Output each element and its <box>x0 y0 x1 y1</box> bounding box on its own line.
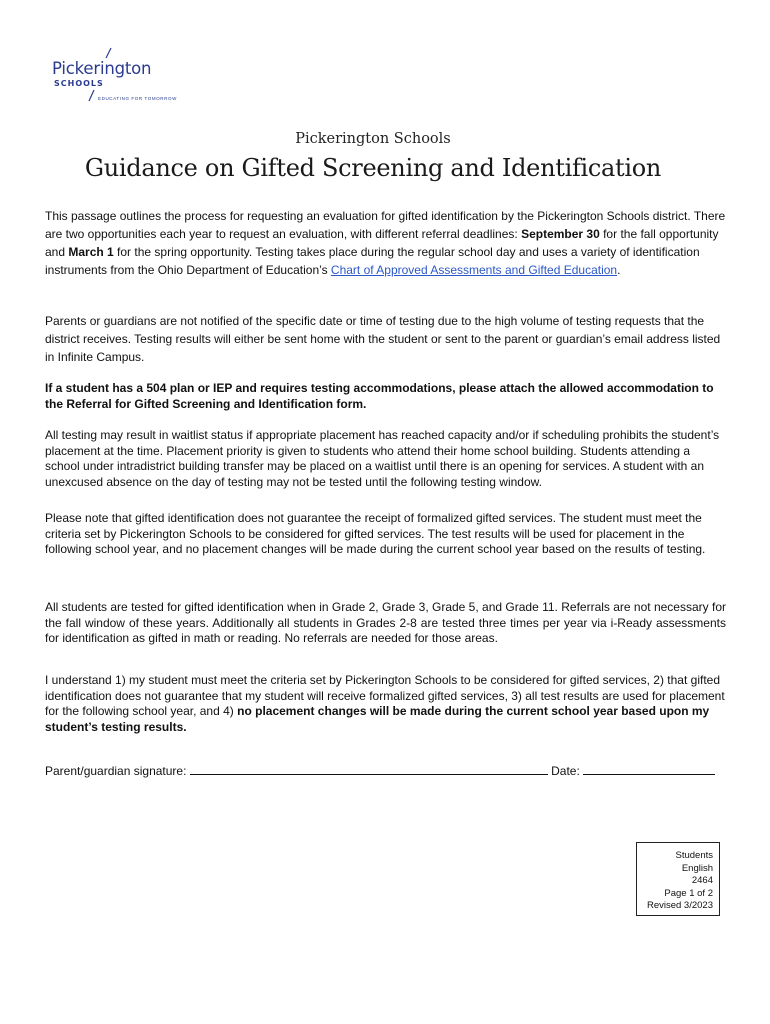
spring-deadline: March 1 <box>68 245 114 259</box>
assessments-chart-link[interactable]: Chart of Approved Assessments and Gifted Education <box>330 263 618 277</box>
signature-label: Parent/guardian signature: <box>45 764 187 778</box>
paragraph-notification: Parents or guardians are not notified of the specific date or time of testing due to the high volume of testing requests that the district receives. Testing results will either be sent home with the student or sent to the parent or guardian’s email address listed in Infinite Campus. <box>45 314 721 364</box>
date-label: Date: <box>551 764 580 778</box>
paragraph-accommodations <box>45 381 726 412</box>
school-logo <box>50 44 190 106</box>
paragraph-intro <box>45 207 726 279</box>
paragraph-acknowledgement <box>45 673 726 735</box>
paragraph-waitlist: All testing may result in waitlist status if appropriate placement has reached capacity and/or if scheduling prohibits the student’s placement at the time. Placement priority is given to students who attend their home school building. Students attending a school under intradistrict building transfer may be placed on a waitlist until there is an opening for services. A student with an unexcused absence on the day of testing may not be tested until the following testing window. <box>45 428 720 489</box>
intro-text: This passage outlines the process for requesting an evaluation for gifted identification by the Pickerington Schools district. There are two opportunities each year to request an evaluation, with different referral deadlines: <box>45 209 726 241</box>
info-page-number: Page 1 of 2 <box>664 887 713 899</box>
logo-subtitle: SCHOOLS <box>54 79 104 88</box>
date-line[interactable] <box>583 762 715 775</box>
logo-name: Pickerington <box>52 59 152 78</box>
intro-text: for the fall opportunity and <box>45 227 719 259</box>
info-audience: Students <box>675 850 713 861</box>
info-revision: Revised 3/2023 <box>646 900 713 911</box>
info-language: English <box>681 862 713 874</box>
document-info-box <box>636 842 720 916</box>
page-title: Guidance on Gifted Screening and Identification <box>84 154 662 182</box>
fall-deadline: September 30 <box>521 227 600 241</box>
signature-row <box>45 762 726 779</box>
acknowledgement-bold: no placement changes will be made during the current school year based upon my student’s testing results. <box>45 704 710 734</box>
accommodations-note: If a student has a 504 plan or IEP and requires testing accommodations, please attach the allowed accommodation to the Referral for Gifted Screening and Identification form. <box>45 381 714 411</box>
paragraph-testing-grades: All students are tested for gifted identification when in Grade 2, Grade 3, Grade 5, and Grade 11. Referrals are not necessary for the fall window of these years. Additionally all students in Grades 2-8 are tested three times per year via i-Ready assessments for identification as gifted in math or reading. No referrals are needed for those areas. <box>45 600 726 645</box>
intro-text: for the spring opportunity. Testing takes place during the regular school day and uses a variety of identification instruments from the Ohio Department of Education’s <box>45 245 700 277</box>
acknowledgement-text: I understand 1) my student must meet the criteria set by Pickerington Schools to be considered for gifted services, 2) that gifted identification does not guarantee that my student will receive formalized gifted services, 3) all test results are used for placement for the following school year, and 4) <box>45 673 725 718</box>
organization-name: Pickerington Schools <box>295 131 451 147</box>
logo-tagline: EDUCATING FOR TOMORROW <box>98 96 177 101</box>
intro-text: . <box>617 263 621 277</box>
signature-line[interactable] <box>190 762 548 775</box>
paragraph-services: Please note that gifted identification does not guarantee the receipt of formalized gifted services. The student must meet the criteria set by Pickerington Schools to be considered for gifted services. The test results will be used for placement in the following school year, and no placement changes will be made during the current school year based on the results of testing. <box>45 511 706 556</box>
info-form-number: 2464 <box>691 875 713 886</box>
